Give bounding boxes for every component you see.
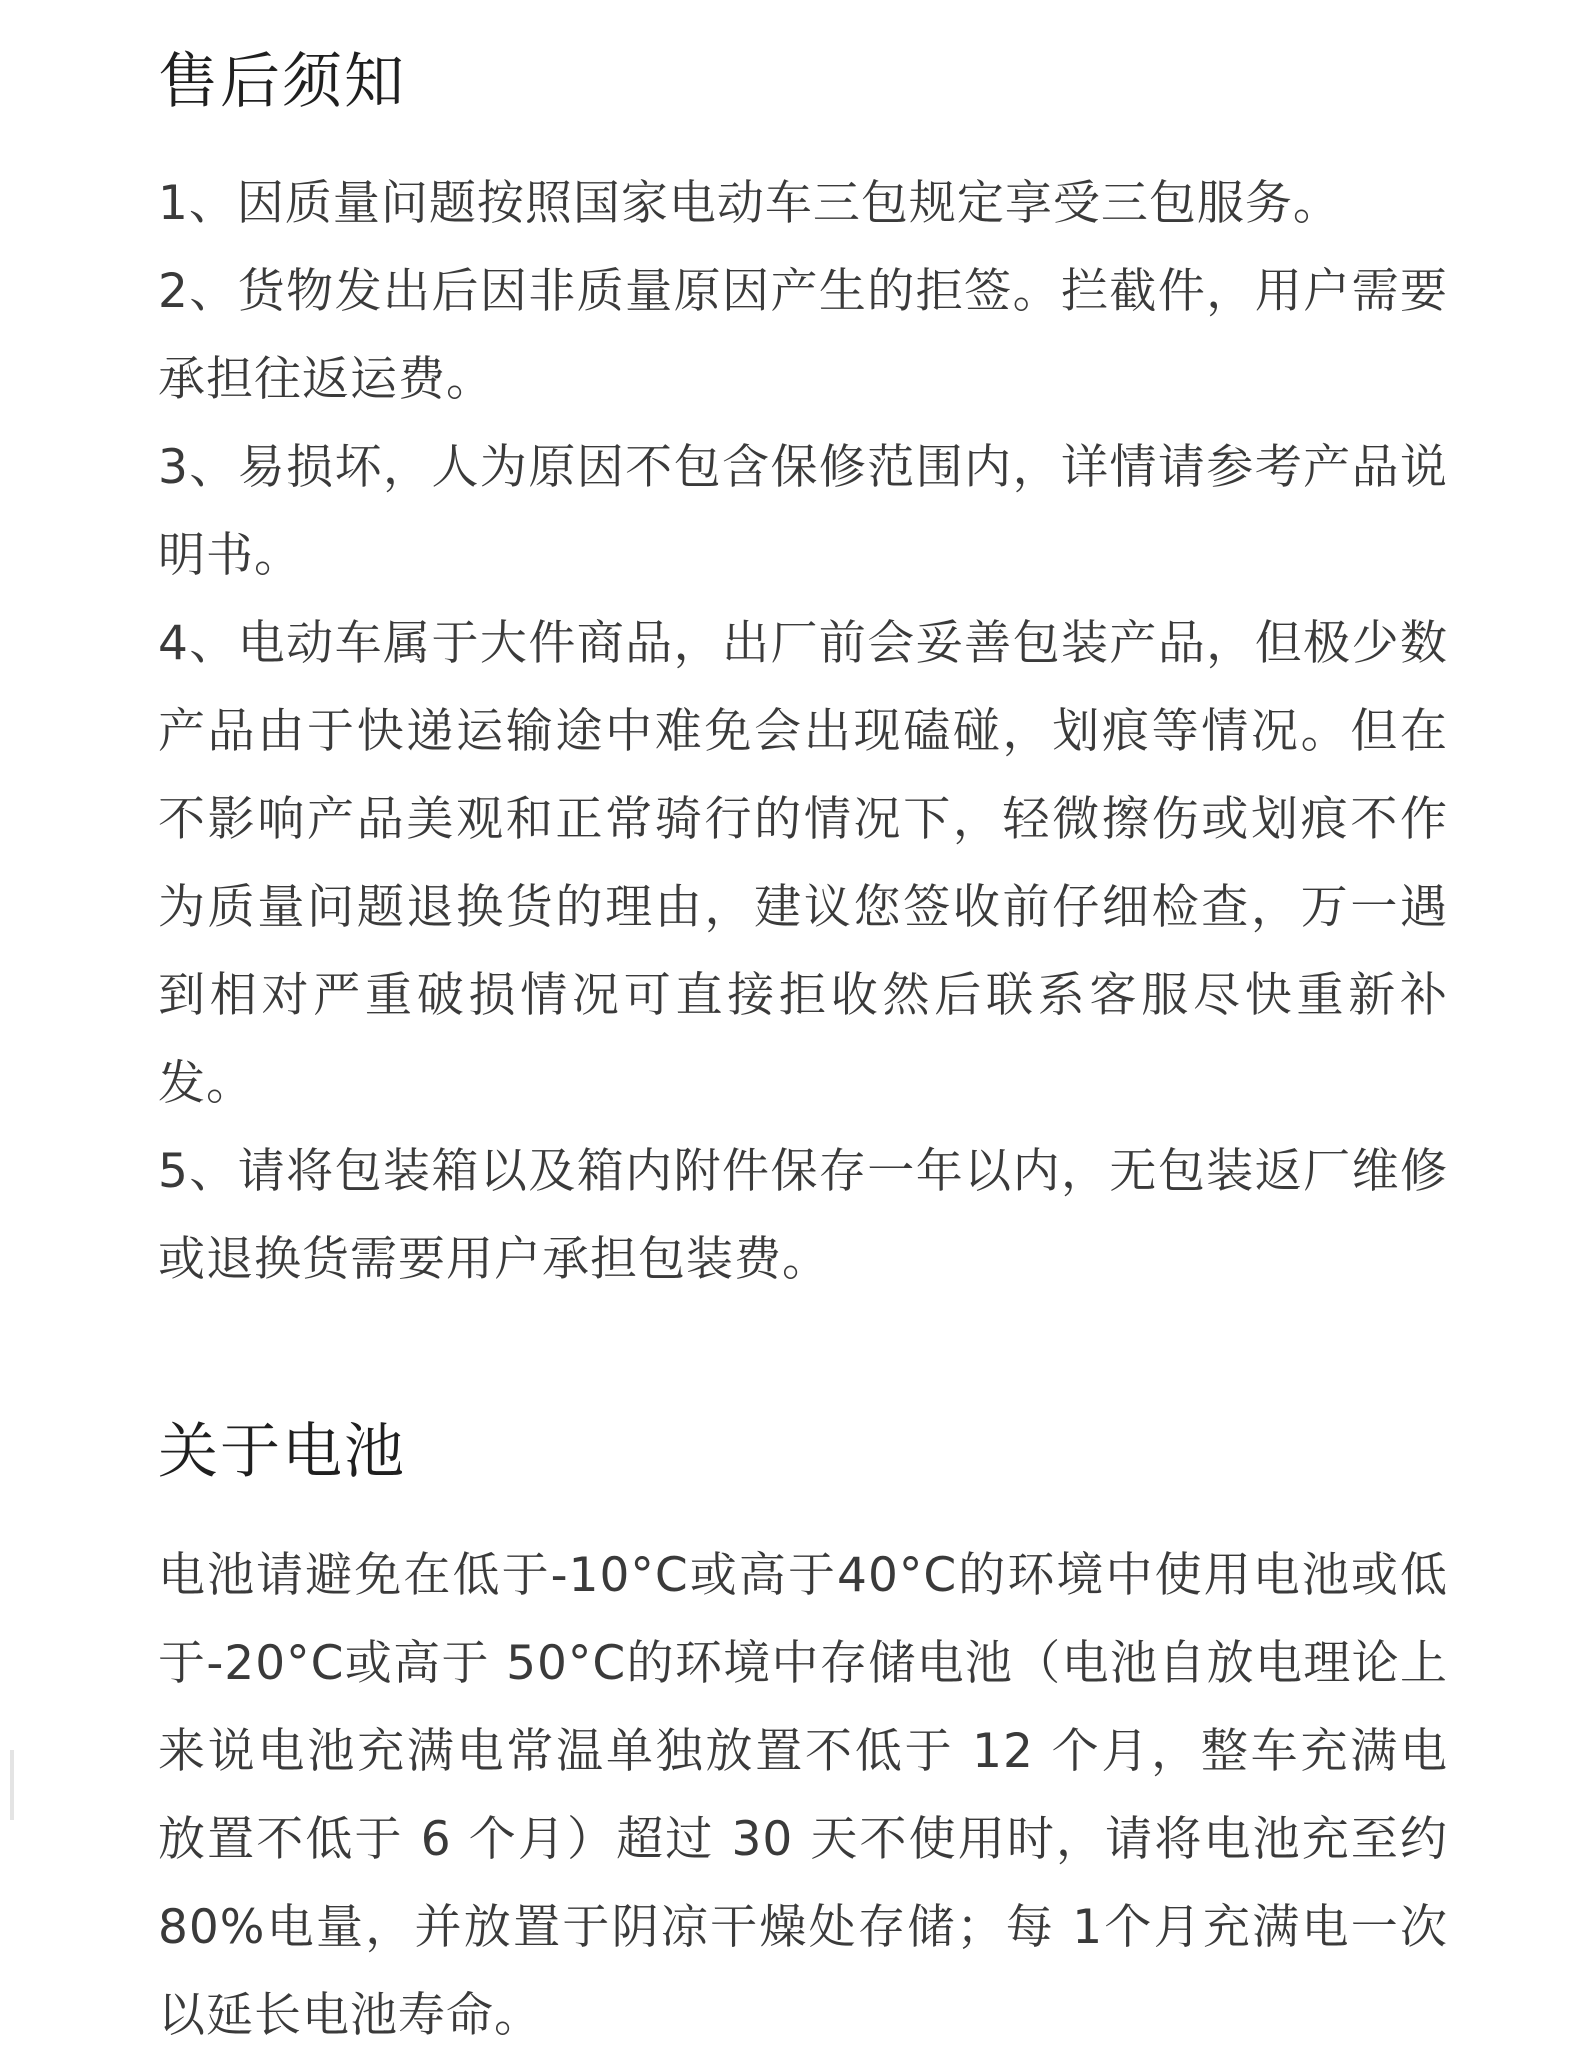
after-sales-item-2: 2、货物发出后因非质量原因产生的拒签。拦截件，用户需要承担往返运费。 — [158, 264, 1448, 407]
after-sales-item-1: 1、因质量问题按照国家电动车三包规定享受三包服务。 — [158, 176, 1341, 231]
edge-mark — [10, 1750, 14, 1820]
after-sales-item-3: 3、易损坏，人为原因不包含保修范围内，详情请参考产品说明书。 — [158, 440, 1448, 583]
battery-section — [158, 1410, 1448, 2043]
after-sales-list — [158, 160, 1448, 1304]
battery-title: 关于电池 — [158, 1417, 406, 1487]
after-sales-item-5: 5、请将包装箱以及箱内附件保存一年以内，无包装返厂维修或退换货需要用户承担包装费。 — [158, 1144, 1448, 1287]
after-sales-section — [158, 40, 1448, 1287]
after-sales-item-4: 4、电动车属于大件商品，出厂前会妥善包装产品，但极少数产品由于快递运输途中难免会出现磕碰，划痕等情况。但在不影响产品美观和正常骑行的情况下，轻微擦伤或划痕不作为质量问题退换货的理由，建议您签收前仔细检查，万一遇到相对严重破损情况可直接拒收然后联系客服尽快重新补发。 — [158, 616, 1448, 1111]
battery-body — [158, 1532, 1448, 2060]
after-sales-title: 售后须知 — [158, 47, 406, 117]
battery-text: 电池请避免在低于-10°C或高于40°C的环境中使用电池或低于-20°C或高于 50°C的环境中存储电池（电池自放电理论上来说电池充满电常温单独放置不低于 12 个月，整车充满电放置不低于 6 个月）超过 30 天不使用时，请将电池充至约 80%电量，并放置于阴凉干燥处存储；每 1个月充满电一次以延长电池寿命。 — [158, 1548, 1448, 2043]
